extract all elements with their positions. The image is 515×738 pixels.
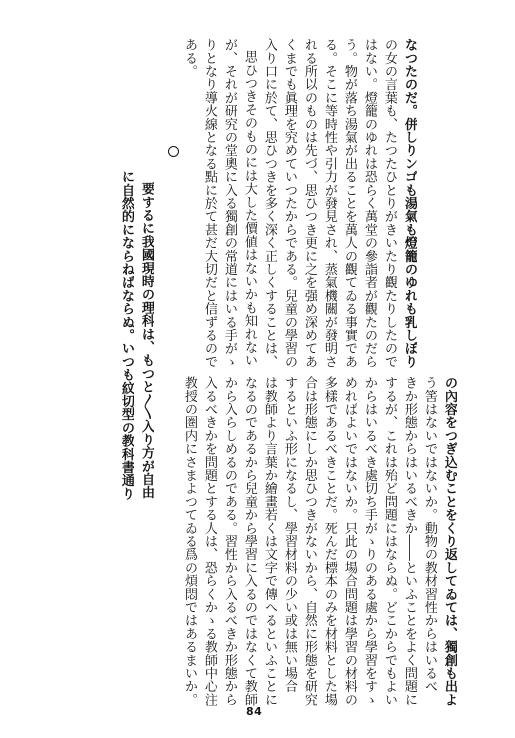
text-column: きか形態からはいるべきか――といふことをよく問題に xyxy=(402,376,417,706)
text-column: から入らしめるのである。習性から入るべきか形態から xyxy=(222,376,237,706)
text-column: る。そこに等時性や引力が發見され、蒸氣機關が發明さ xyxy=(322,38,337,368)
text-column: 思ひつきそのものには大した價値はないかも知れない xyxy=(242,50,257,367)
text-column: はない。燈籠のゆれは恐らく萬堂の參詣者が觀たのだら xyxy=(362,38,377,368)
text-column: なつたのだ。併しりンゴも湯氣も燈籠のゆれも乳しぼり xyxy=(402,38,417,368)
text-column: からはいるべき處切ち手がゝりのある處から學習をすゝ xyxy=(362,376,377,706)
text-column: の內容をつぎ込むことをくり返してゐては、獨創も出よ xyxy=(442,376,457,706)
text-column: くまでも眞理を究めていつたからである。兒童の學習の xyxy=(282,38,297,368)
text-column: りとなり導火線となる點に於て甚だ大切だと信ずるので xyxy=(202,38,217,368)
text-column: の女の言葉も、たつたひとりがきいたり觀たりしたので xyxy=(382,38,397,368)
text-column: ある。 xyxy=(182,38,197,78)
text-column: 要するに我國現時の理科は、もつと〳〵入り方が自由 xyxy=(139,182,154,499)
text-column: う筈はないではないか。動物の教材習性からはいるべ xyxy=(422,376,437,693)
text-column: なるのであるから兒童から學習に入るのではなくて教師 xyxy=(242,376,257,706)
text-column: 合は形態にしか思ひつきがないから、自然に形態を研究 xyxy=(302,376,317,706)
text-column: するが、これは殆ど問題にはならぬ。どこからでもよい xyxy=(382,376,397,706)
text-column: 教授の圏内にさまよつてゐる爲の煩悶ではあるまいか。 xyxy=(182,376,197,706)
text-column: れる所以のものは先づ、思ひつき更に之を强め深めてあ xyxy=(302,38,317,368)
text-column: 入り口に於て、思ひつきを多く深く正しくすることは、 xyxy=(262,38,277,368)
text-column: 入るべきかを問題とする人は、恐らくかゝる教師中心注 xyxy=(202,376,217,706)
text-column: するといふ形になるし、學習材料の少い或は無い場合 xyxy=(282,376,297,693)
text-column: が、それが研究の堂奧に入る獨創の常道にはいる手がゝ xyxy=(222,38,237,368)
page-number: 84 xyxy=(246,705,263,718)
text-column: は教師より言葉か繪畫若くは文字で傳へるといふことに xyxy=(262,376,277,706)
text-column: う。物が落ち湯氣が出ることを萬人の觀てゐる事實であ xyxy=(342,38,357,368)
section-marker-circle xyxy=(168,146,179,157)
text-column: に自然的にならねばならぬ。いつも紋切型の教科書通り xyxy=(119,170,134,500)
text-column: 多樣であるべきことだ。死んだ標本のみを材料とした場 xyxy=(322,376,337,706)
text-column: めればよいではないか。只此の場合問題は學習の材料の xyxy=(342,376,357,706)
